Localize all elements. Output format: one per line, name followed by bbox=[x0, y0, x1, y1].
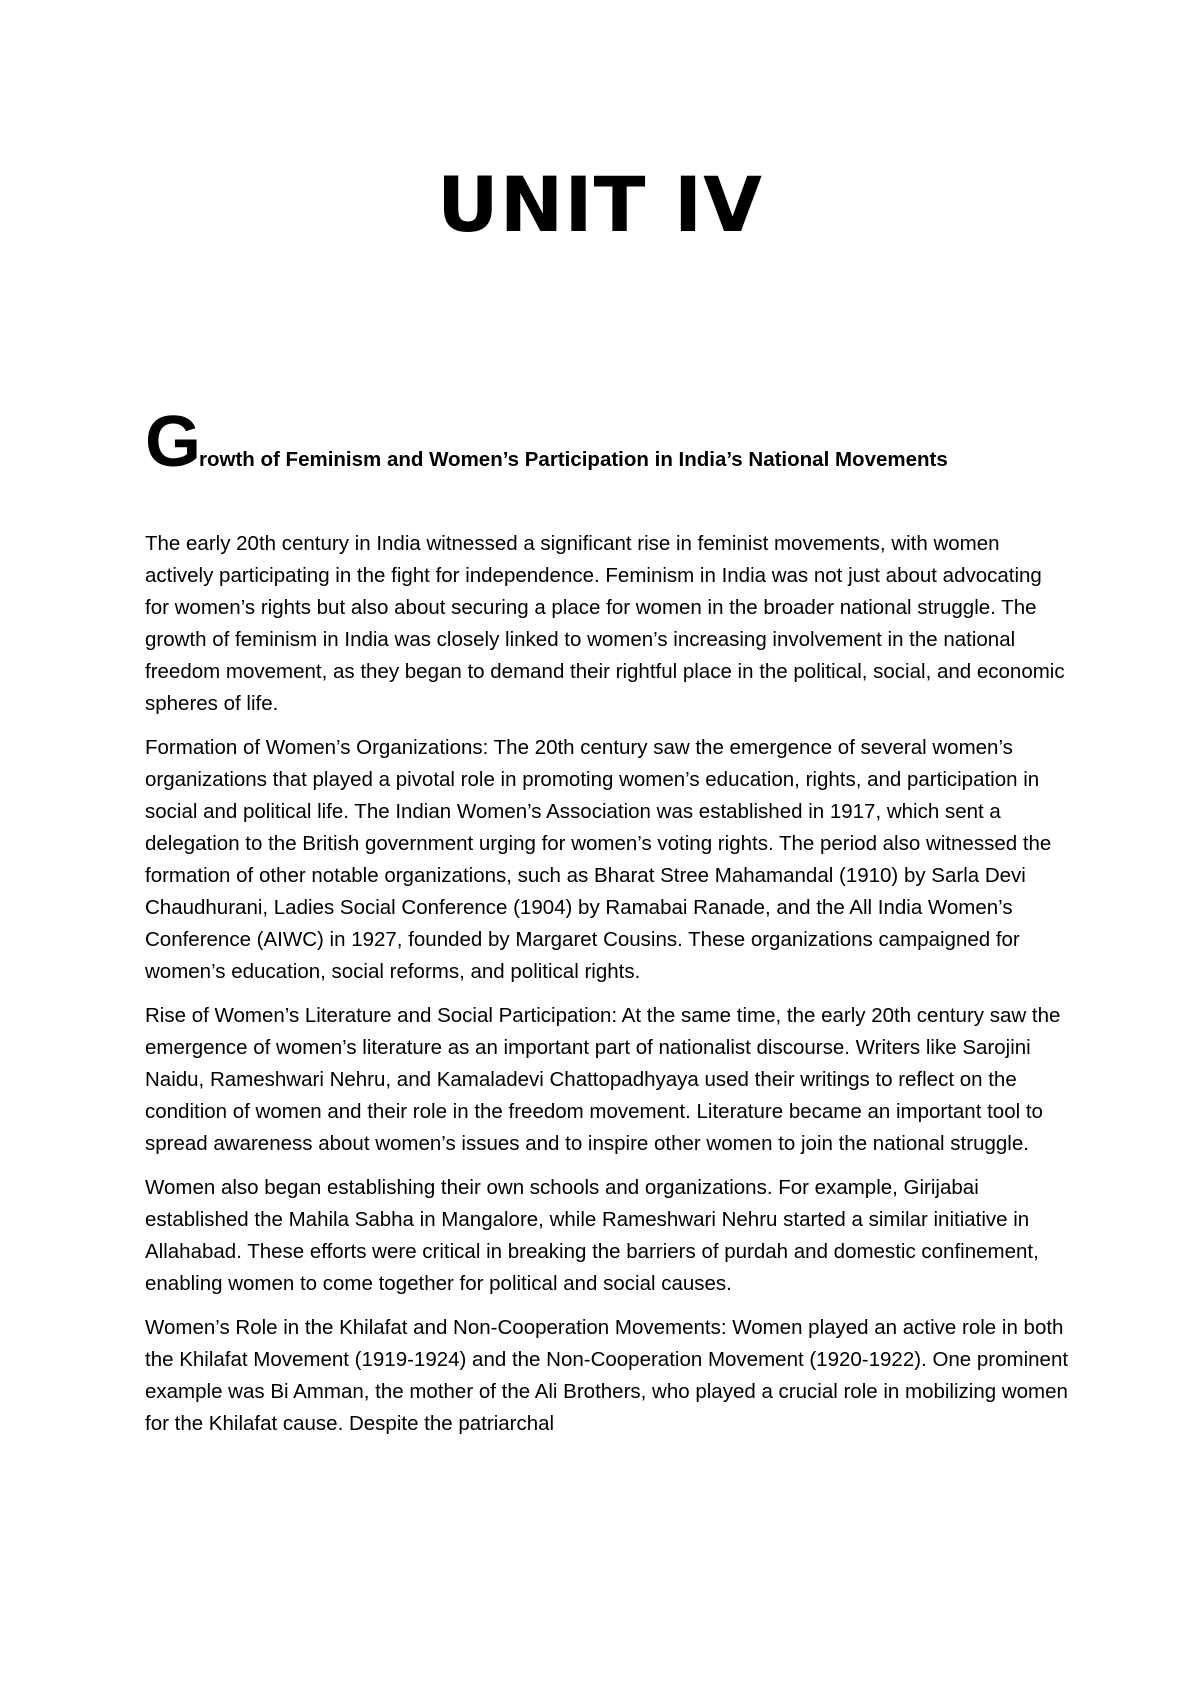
body-text bbox=[145, 528, 1070, 1452]
heading-drop-cap: G bbox=[145, 402, 202, 482]
paragraph-schools-organizations: Women also began establishing their own schools and organizations. For example, Girijabai established the Mahila Sabha in Mangalore, while Rameshwari Nehru started a similar initiative in Allahabad. These efforts were critical in breaking the barriers of purdah and domestic confinement, enabling women to come together for political and social causes. bbox=[145, 1176, 1039, 1295]
heading-text: rowth of Feminism and Women’s Participation in India’s National Movements bbox=[199, 448, 948, 471]
paragraph-womens-literature: Rise of Women’s Literature and Social Participation: At the same time, the early 20th century saw the emergence of women’s literature as an important part of nationalist discourse. Writers like Sarojini Naidu, Rameshwari Nehru, and Kamaladevi Chattopadhyaya used their writings to reflect on the condition of women and their role in the freedom movement. Literature became an important tool to spread awareness about women’s issues and to inspire other women to join the national struggle. bbox=[145, 1004, 1061, 1155]
paragraph-khilafat-non-cooperation: Women’s Role in the Khilafat and Non-Cooperation Movements: Women played an active role in both the Khilafat Movement (1919-1924) and the Non-Cooperation Movement (1920-1922). One prominent example was Bi Amman, the mother of the Ali Brothers, who played a crucial role in mobilizing women for the Khilafat cause. Despite the patriarchal bbox=[145, 1316, 1069, 1435]
unit-title: UNIT IV bbox=[437, 160, 763, 249]
paragraph-intro: The early 20th century in India witnessed a significant rise in feminist movements, with women actively participating in the fight for independence. Feminism in India was not just about advocating for women’s rights but also about securing a place for women in the broader national struggle. The growth of feminism in India was closely linked to women’s increasing involvement in the national freedom movement, as they began to demand their rightful place in the political, social, and economic spheres of life. bbox=[145, 532, 1065, 715]
paragraph-womens-organizations: Formation of Women’s Organizations: The 20th century saw the emergence of several women’s organizations that played a pivotal role in promoting women’s education, rights, and participation in social and political life. The Indian Women’s Association was established in 1917, which sent a delegation to the British government urging for women’s voting rights. The period also witnessed the formation of other notable organizations, such as Bharat Stree Mahamandal (1910) by Sarla Devi Chaudhurani, Ladies Social Conference (1904) by Ramabai Ranade, and the All India Women’s Conference (AIWC) in 1927, founded by Margaret Cousins. These organizations campaigned for women’s education, social reforms, and political rights. bbox=[145, 736, 1052, 983]
section-heading bbox=[145, 402, 1065, 492]
